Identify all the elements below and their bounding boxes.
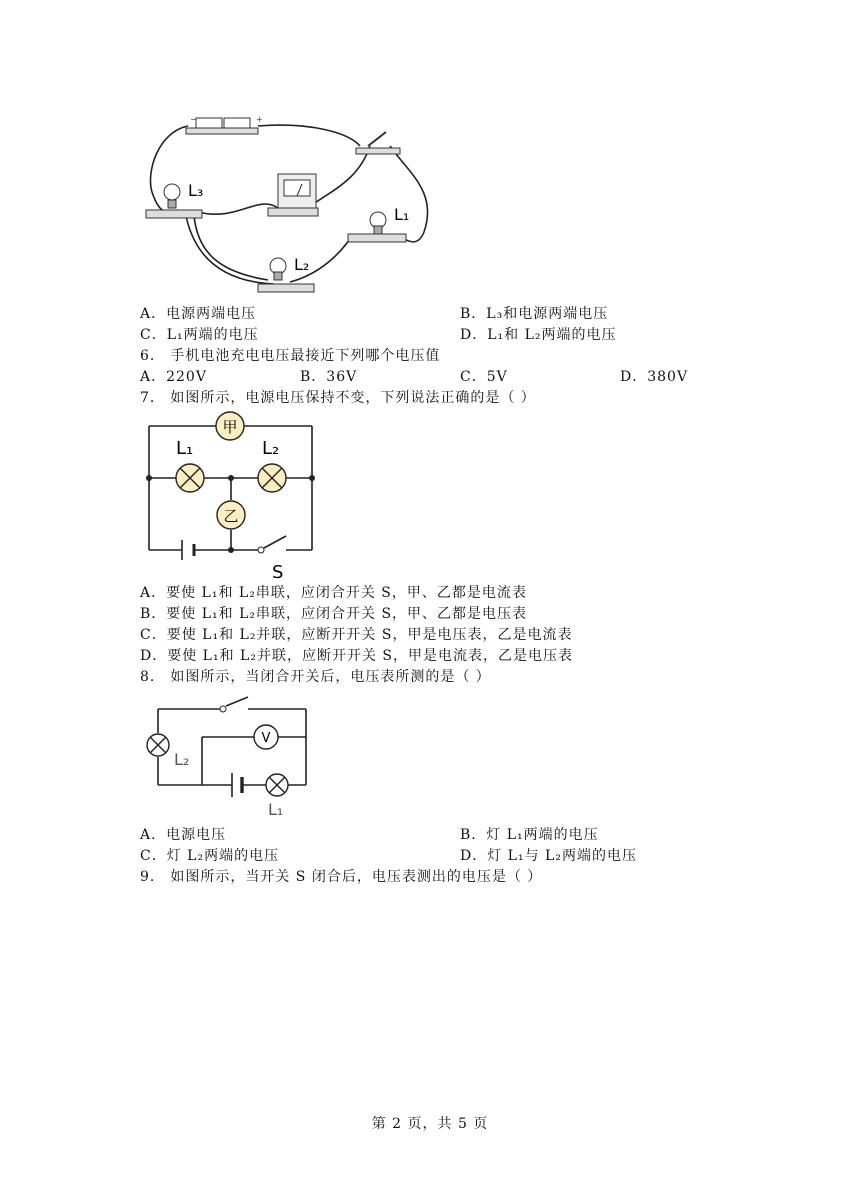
q8-option-d: D．灯 L₁与 L₂两端的电压 [460, 848, 637, 864]
q5-option-d: D．L₁和 L₂两端的电压 [460, 327, 617, 343]
q7-label-l2: L₂ [262, 438, 280, 459]
q5-label-l2: L₂ [294, 255, 310, 274]
q8-circuit-figure [140, 693, 320, 823]
q8-label-l1: L₁ [268, 800, 284, 819]
q7-meter-jia: 甲 [222, 418, 238, 436]
q7-meter-yi: 乙 [223, 507, 239, 525]
q5-label-l3: L₃ [188, 181, 204, 200]
q8-option-c: C．灯 L₂两端的电压 [140, 848, 280, 864]
svg-text:−: − [190, 115, 197, 124]
q5-label-l1: L₁ [394, 205, 410, 224]
q9-stem: 9． 如图所示，当开关 S 闭合后，电压表测出的电压是（ ） [140, 869, 543, 885]
q8-stem: 8． 如图所示，当闭合开关后，电压表所测的是（ ） [140, 669, 491, 685]
q6-option-c: C．5V [460, 369, 508, 385]
q8-option-a: A．电源电压 [140, 827, 227, 843]
svg-text:+: + [256, 115, 263, 124]
q8-label-l2: L₂ [174, 750, 190, 769]
q7-label-s: S [272, 562, 284, 583]
q7-label-l1: L₁ [176, 438, 194, 459]
q7-option-d: D．要使 L₁和 L₂并联，应断开开关 S，甲是电流表，乙是电压表 [140, 648, 573, 664]
q5-option-c: C．L₁两端的电压 [140, 327, 259, 343]
q5-option-a: A．电源两端电压 [140, 306, 257, 322]
page-footer: 第 2 页，共 5 页 [371, 1116, 489, 1132]
q6-option-d: D．380V [620, 369, 689, 385]
q7-option-a: A．要使 L₁和 L₂串联，应闭合开关 S，甲、乙都是电流表 [140, 585, 527, 601]
q7-stem: 7． 如图所示，电源电压保持不变，下列说法正确的是（ ） [140, 390, 536, 406]
q6-option-b: B．36V [300, 369, 358, 385]
q7-option-c: C．要使 L₁和 L₂并联，应断开开关 S，甲是电压表，乙是电流表 [140, 627, 573, 643]
q5-circuit-figure [138, 112, 438, 302]
q6-option-a: A．220V [140, 369, 207, 385]
q7-option-b: B．要使 L₁和 L₂串联，应闭合开关 S，甲、乙都是电压表 [140, 606, 528, 622]
q6-stem: 6． 手机电池充电电压最接近下列哪个电压值 [140, 348, 441, 364]
q8-voltmeter-symbol: V [261, 731, 271, 746]
q5-option-b: B．L₃和电源两端电压 [460, 306, 609, 322]
q7-circuit-figure [140, 410, 330, 585]
q8-option-b: B．灯 L₁两端的电压 [460, 827, 599, 843]
